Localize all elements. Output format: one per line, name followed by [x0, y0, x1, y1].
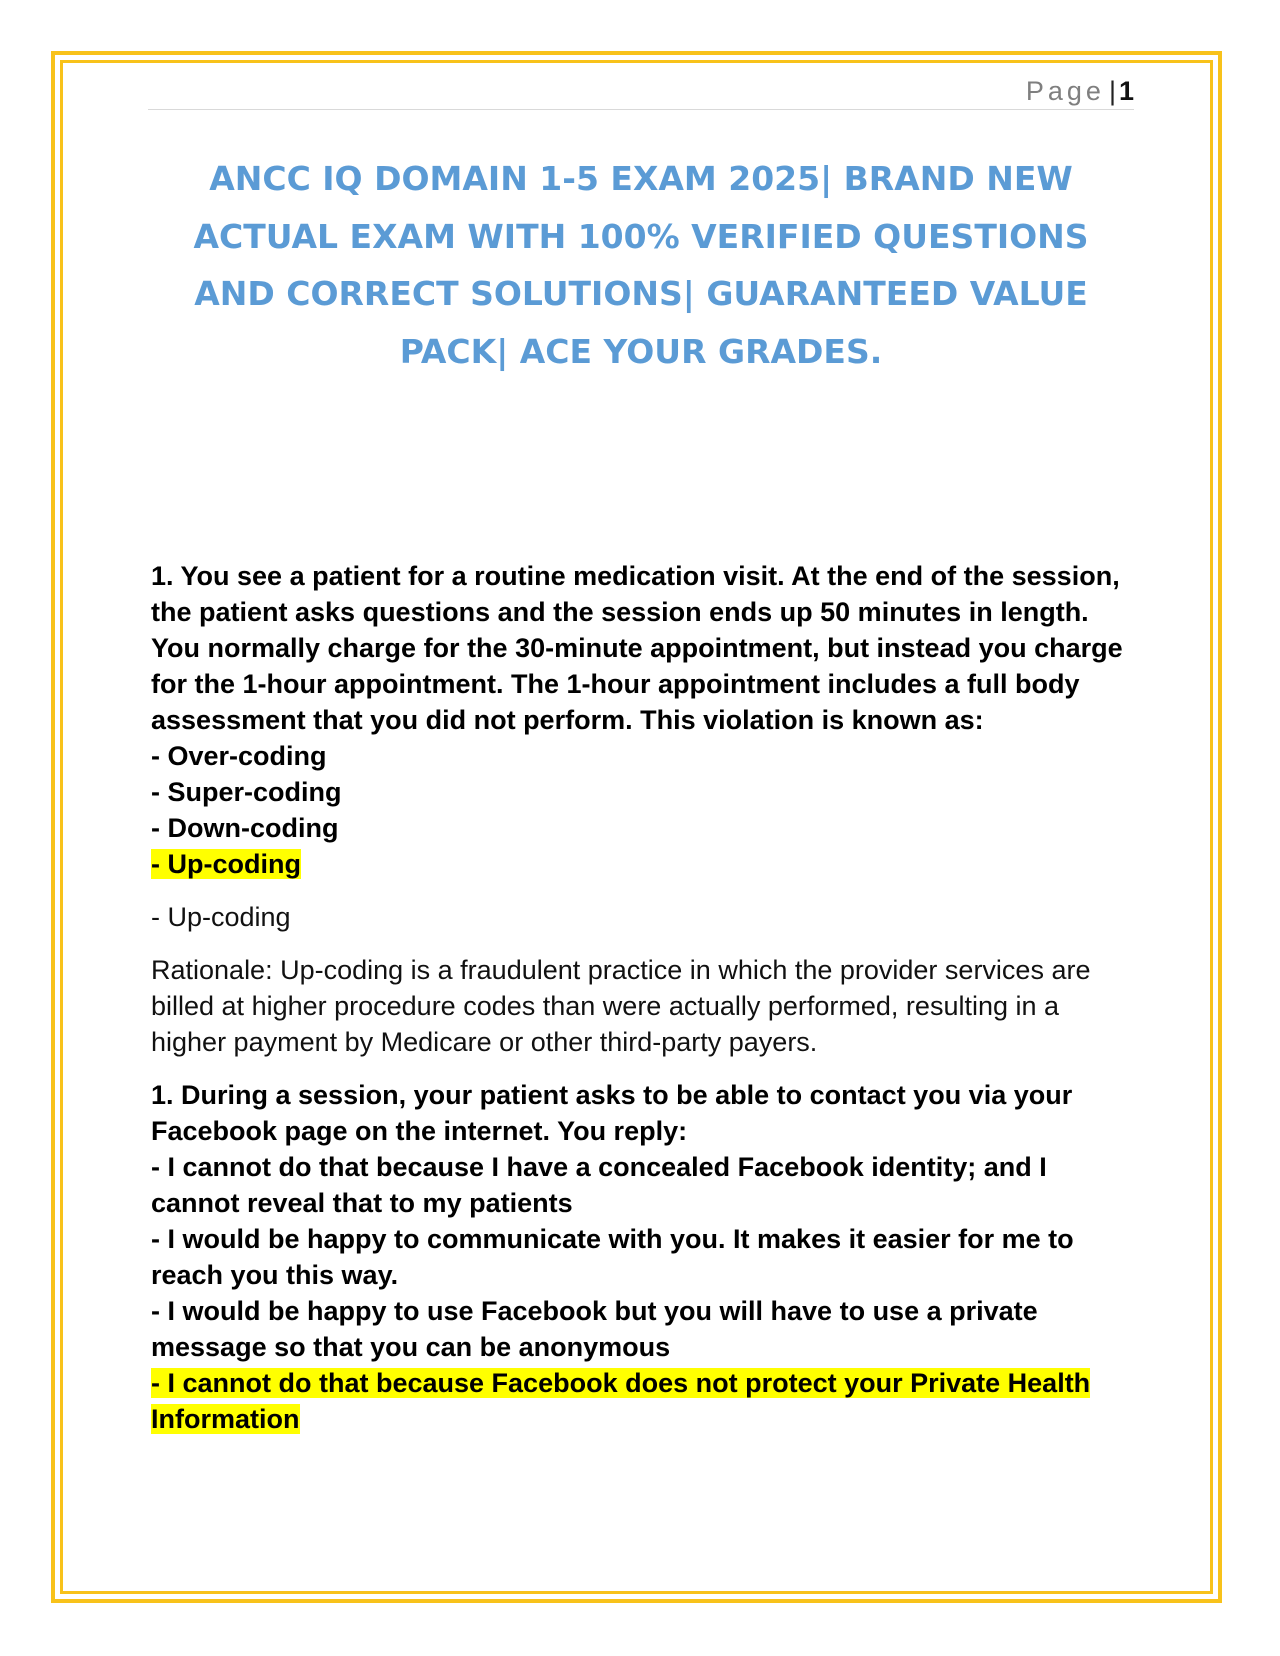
question-1-correct-option: - Up-coding	[151, 849, 301, 879]
question-1-text: 1. You see a patient for a routine medication visit. At the end of the session, the patient asks questions and the session ends up 50 minutes in length. You normally charge for the 30-minute appointment, but instead you charge for the 1-hour appointment. The 1-hour appointment includes a full body assessment that you did not perform. This violation is known as:	[151, 561, 1123, 735]
question-1-option-1: - Over-coding	[151, 741, 327, 771]
question-2-correct-option: - I cannot do that because Facebook does not protect your Private Health Information	[151, 1368, 1091, 1434]
document-title: ANCC IQ DOMAIN 1-5 EXAM 2025| BRAND NEW ACTUAL EXAM WITH 100% VERIFIED QUESTIONS AND CORRECT SOLUTIONS| GUARANTEED VALUE PACK| ACE YOUR GRADES.	[193, 159, 1089, 371]
question-2-option-2: - I would be happy to communicate with you. It makes it easier for me to reach you this way.	[151, 1224, 1074, 1290]
page-label: Page	[1025, 76, 1105, 106]
question-1-option-3: - Down-coding	[151, 813, 339, 843]
page-separator: |	[1108, 76, 1116, 106]
question-2-text: 1. During a session, your patient asks to be able to contact you via your Facebook page on the internet. You reply:	[151, 1080, 1073, 1146]
question-1-rationale: Rationale: Up-coding is a fraudulent practice in which the provider services are billed at higher procedure codes than were actually performed, resulting in a higher payment by Medicare or other third-party payers.	[151, 955, 1091, 1057]
page-number: 1	[1118, 76, 1134, 106]
question-1-option-2: - Super-coding	[151, 777, 342, 807]
question-2-option-1: - I cannot do that because I have a concealed Facebook identity; and I cannot reveal that to my patients	[151, 1152, 1047, 1218]
question-2-option-3: - I would be happy to use Facebook but you will have to use a private message so that you can be anonymous	[151, 1296, 1038, 1362]
question-1-answer: - Up-coding	[151, 902, 291, 932]
page-header	[148, 72, 1134, 110]
document-body	[151, 558, 1136, 1437]
